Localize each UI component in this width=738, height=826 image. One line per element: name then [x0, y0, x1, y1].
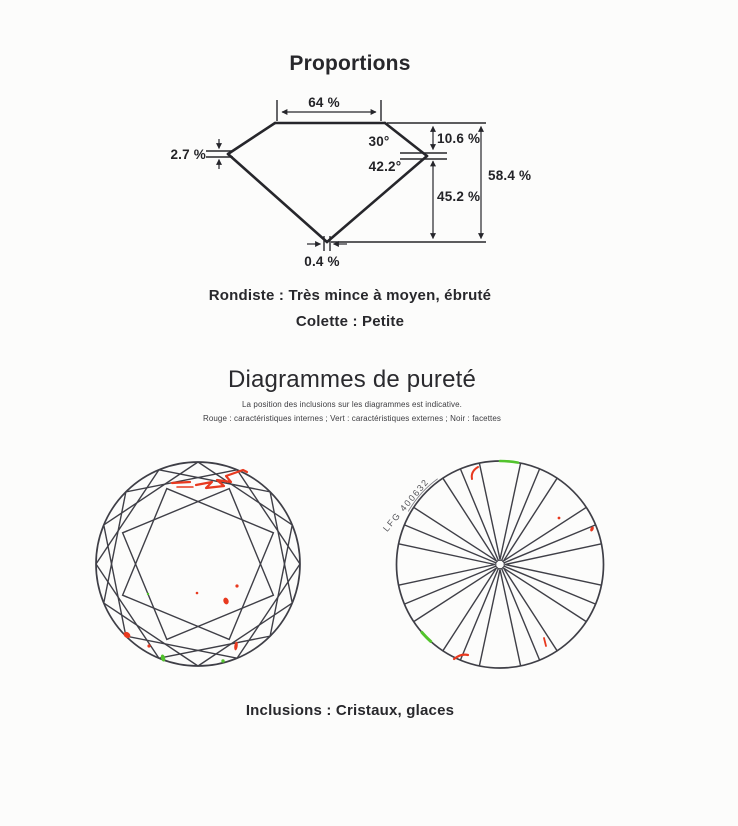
inclusion-mark-external — [500, 461, 518, 463]
inclusion-mark-internal — [196, 592, 199, 595]
culet-description: Colette : Petite — [295, 313, 405, 330]
inclusion-mark-internal — [222, 597, 229, 605]
inclusion-mark-internal — [235, 584, 238, 587]
girdle-thickness-label: 2.7 % — [170, 147, 206, 162]
pavilion-angle-label: 42.2° — [368, 159, 402, 174]
girdle-description: Rondiste : Très mince à moyen, ébruté — [208, 287, 492, 304]
inclusion-mark-external — [221, 659, 224, 662]
pavilion-diagram — [397, 461, 604, 668]
inclusion-mark-internal — [472, 467, 478, 479]
crown-angle-label: 30° — [368, 134, 390, 149]
crown-diagram — [96, 462, 300, 666]
purity-note-position: La position des inclusions sur les diagrammes est indicative. — [242, 400, 462, 409]
culet-size-label: 0.4 % — [304, 254, 340, 269]
proportions-title: Proportions — [289, 52, 411, 75]
culet-facet — [496, 560, 504, 568]
pavilion-depth-label: 45.2 % — [437, 189, 481, 204]
inclusion-mark-external — [147, 593, 149, 595]
inclusion-mark-internal — [558, 517, 561, 520]
proportions-diagram — [206, 100, 486, 251]
purity-note-legend: Rouge : caractéristiques internes ; Vert : caractéristiques externes ; Noir : facettes — [202, 414, 502, 423]
inclusion-mark-internal — [147, 644, 150, 647]
total-depth-label: 58.4 % — [488, 168, 532, 183]
crown-height-label: 10.6 % — [437, 131, 481, 146]
inclusions-caption: Inclusions : Cristaux, glaces — [245, 702, 455, 719]
purity-title: Diagrammes de pureté — [227, 366, 477, 393]
inclusion-mark-internal — [172, 482, 190, 483]
inclusion-mark-external — [422, 632, 431, 641]
table-width-label: 64 % — [308, 95, 340, 110]
girdle-inscription: LFG 400632 — [380, 476, 432, 534]
inclusion-mark-internal — [544, 638, 546, 646]
